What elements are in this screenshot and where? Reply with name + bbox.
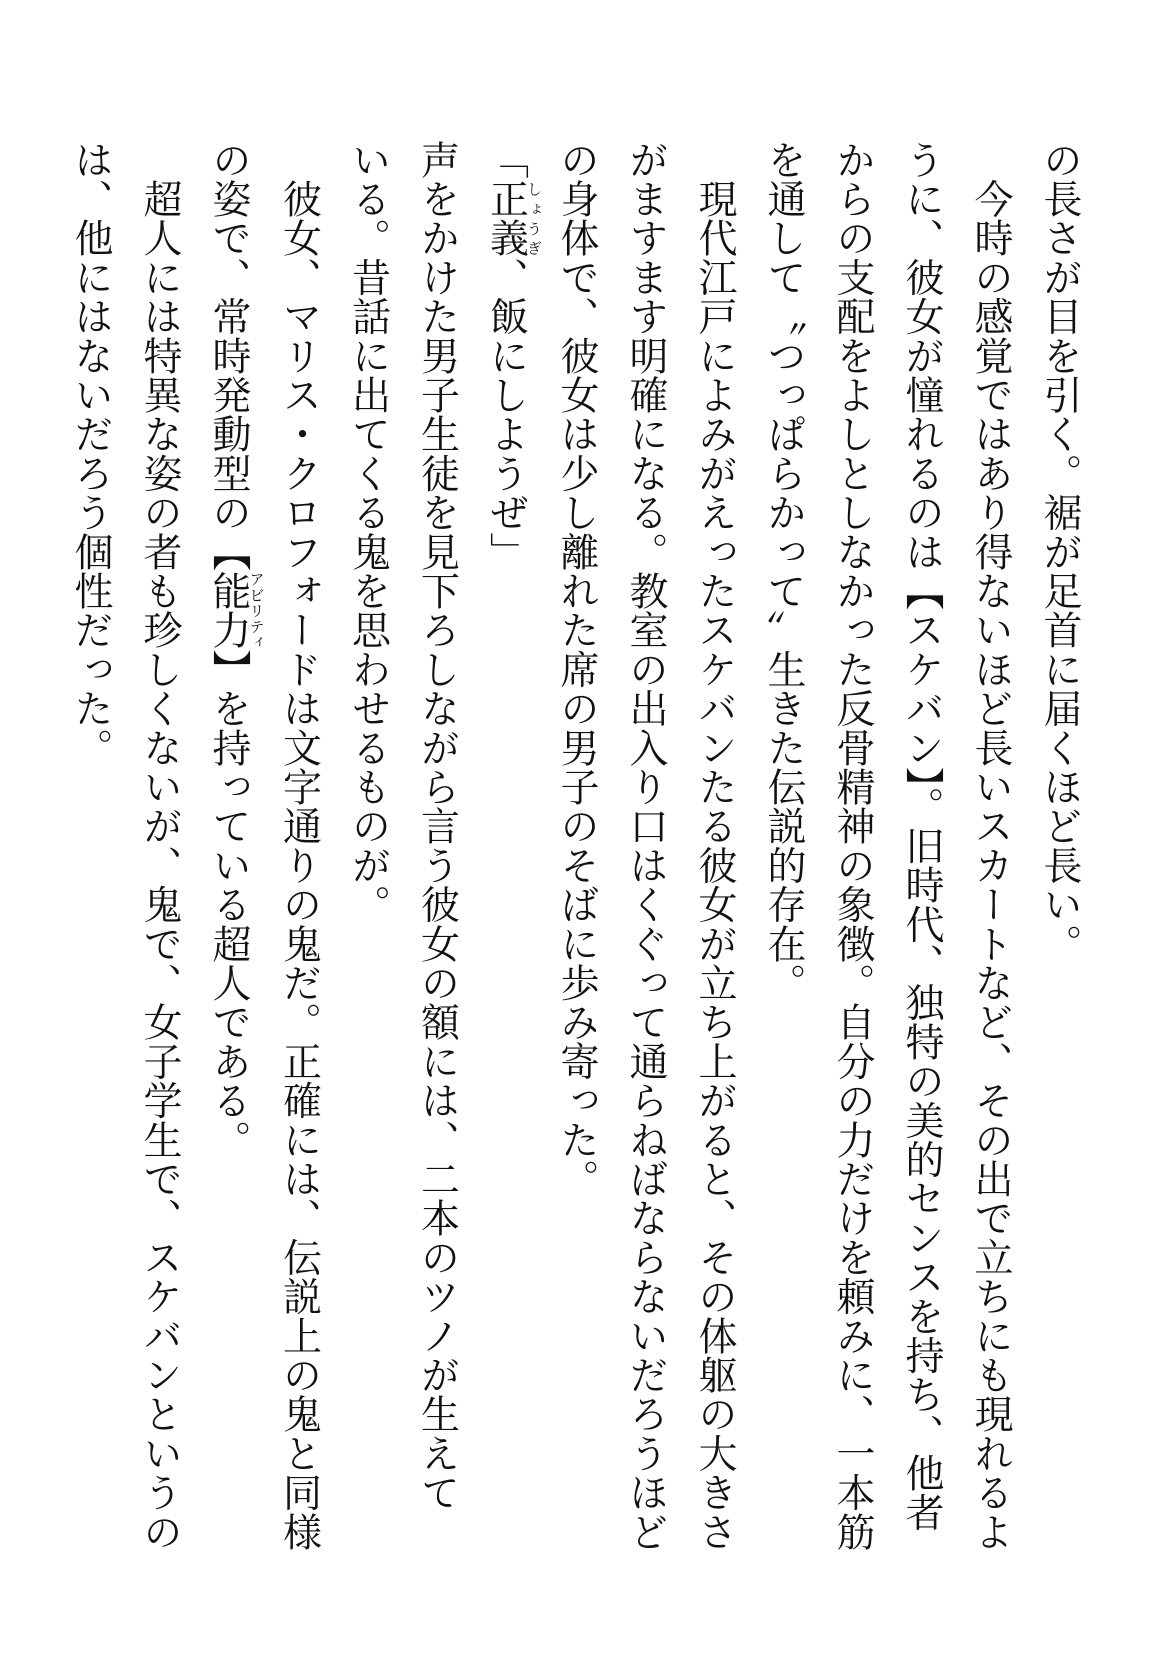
ruby-base: 正義 bbox=[483, 179, 529, 258]
text-line: うに、彼女が憧れるのは【スケバン】。旧時代、独特の美的センスを持ち、他者 bbox=[899, 140, 944, 1532]
text-line: 彼女、マリス・クロフォードは文字通りの鬼だ。正確には、伝説上の鬼と同様 bbox=[276, 140, 322, 1552]
text-line: 今時の感覚ではあり得ないほど長いスカートなど、その出で立ちにも現れるよ bbox=[968, 140, 1013, 1552]
text-line: いる。昔話に出てくる鬼を思わせるものが。 bbox=[345, 140, 391, 924]
text-line: の身体で、彼女は少し離れた席の男子のそばに歩み寄った。 bbox=[554, 140, 599, 1199]
text-segment: 】を持っている超人である。 bbox=[206, 649, 251, 1160]
ruby-base: 能力 bbox=[206, 571, 251, 650]
text-line: の長さが目を引く。裾が足首に届くほど長い。 bbox=[1037, 140, 1082, 964]
text-line: を通して〝つっぱらかって〟生きた伝説的存在。 bbox=[761, 140, 806, 1003]
dialogue-line bbox=[472, 140, 543, 1560]
text-line: 声をかけた男子生徒を見下ろしながら言う彼女の額には、二本のツノが生えて bbox=[414, 140, 460, 1512]
ruby-word bbox=[483, 179, 543, 258]
text-line: がますます明確になる。教室の出入り口はくぐって通らねばならないだろうほど bbox=[623, 140, 668, 1552]
text-segment: 「 bbox=[483, 140, 529, 180]
vertical-text-page bbox=[56, 140, 1094, 1560]
text-line: 超人には特異な姿の者も珍しくないが、鬼で、女子学生で、スケバンというの bbox=[137, 140, 182, 1552]
text-segment: の姿で、常時発動型の【 bbox=[206, 140, 251, 572]
ruby-reading: アビリティ bbox=[247, 571, 266, 650]
text-line-with-ruby bbox=[194, 140, 265, 1560]
text-line: 現代江戸によみがえったスケバンたる彼女が立ち上がると、その体躯の大きさ bbox=[692, 140, 737, 1552]
text-line: は、他にはないだろう個性だった。 bbox=[68, 140, 113, 768]
text-line: からの支配をよしとしなかった反骨精神の象徴。自分の力だけを頼みに、一本筋 bbox=[830, 140, 875, 1552]
ruby-reading: しょうぎ bbox=[525, 179, 543, 258]
ruby-word bbox=[206, 571, 266, 650]
text-segment: 、飯にしようぜ」 bbox=[483, 257, 529, 572]
